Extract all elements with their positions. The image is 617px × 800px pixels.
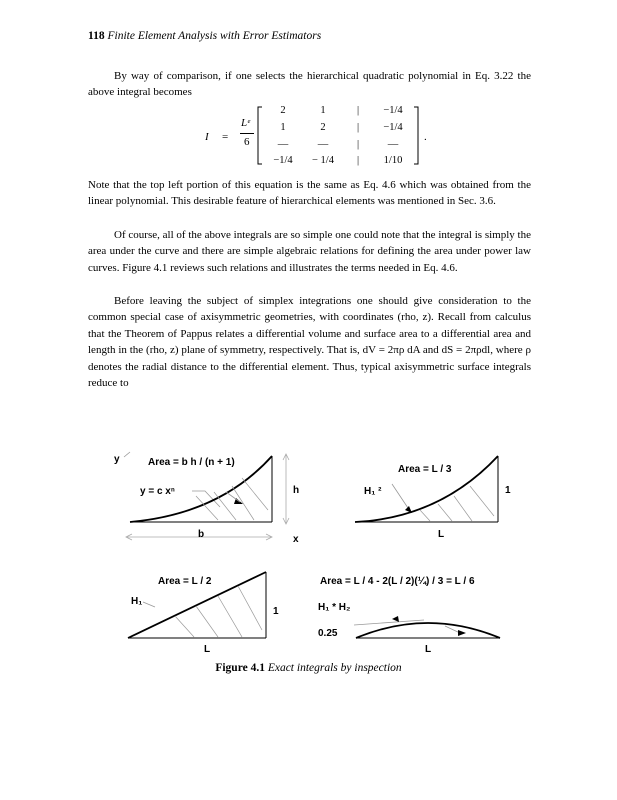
matrix-cell: — [277,139,289,150]
h1-squared-label: H₁ ² [364,486,382,497]
y-axis-label: y [114,454,120,465]
panel1-area-label: Area = b h / (n + 1) [148,457,235,468]
h-label: h [293,485,300,496]
panel2-side-label: 1 [505,485,511,496]
figure-4-1 [0,440,617,655]
caption-text: Exact integrals by inspection [267,662,402,674]
caption-label: Figure 4.1 [215,662,265,674]
panel-quadratic [355,456,511,540]
arrow-head [458,630,466,636]
matrix-cell: 2 [280,105,286,116]
panel3-side-label: 1 [273,606,279,617]
matrix-cell: | [356,139,360,150]
matrix-cell: | [356,155,360,166]
figure-caption [0,662,617,674]
panel3-l-label: L [204,644,211,655]
fraction-bar [240,133,254,134]
panel-power-law [114,452,299,545]
book-title: Finite Element Analysis with Error Estimators [107,30,322,42]
paragraph-3: Of course, all of the above integrals are so simple one could note that the integral is simply the area under the curve and there are simple algebraic relations for defining the area under power law curves. Figure 4.1 reviews such relations and illustrates the terms needed in Eq. 4.6. [88,229,531,274]
curve-equation-label: y = c xⁿ [140,486,175,497]
running-header [88,30,321,42]
peak-value-label: 0.25 [318,628,338,639]
eq-lhs: I [205,131,209,143]
arrow-head [405,506,412,513]
matrix-cell: — [317,139,329,150]
matrix-cell: −1/4 [273,155,293,166]
paragraph-4: Before leaving the subject of simplex integrations one should give consideration to the common special case of axisymmetric geometries, with coordinates (rho, z). Recall from calculus that the Theorem of Pappus relates a differential volume and surface area to a differential area and length in the (rho, z) plane of symmetry, respectively. That is, dV = 2πρ dA and dS = 2πρdl, where ρ denotes the radial distance to the differential element. Thus, typical axisymmetric surface integrals reduce to [88,295,531,390]
panel4-l-label: L [425,644,432,655]
matrix-cell: 1 [280,122,286,133]
panel3-area-label: Area = L / 2 [158,576,212,587]
paragraph-1: By way of comparison, if one selects the hierarchical quadratic polynomial in Eq. 3.22 the above integral becomes [88,70,531,99]
panel-product [318,576,500,655]
product-curve [356,623,500,638]
paragraph-2: Note that the top left portion of this equation is the same as Eq. 4.6 which was obtained from the linear polynomial. This desirable feature of hierarchical elements was mentioned in Sec. 3.6. [88,179,531,208]
matrix-cell: | [356,105,360,116]
matrix-cell: − 1/4 [312,155,334,166]
eq-numerator: Lᵉ [241,117,251,129]
panel2-area-label: Area = L / 3 [398,464,452,475]
matrix-cell: −1/4 [383,122,403,133]
matrix-cell: 1 [320,105,326,116]
matrix-cell: 1/10 [383,155,403,166]
page-number: 118 [88,30,105,42]
matrix-cell: −1/4 [383,105,403,116]
eq-denominator: 6 [244,136,250,148]
panel-linear [128,572,279,655]
matrix-cell: — [387,139,399,150]
panel2-l-label: L [438,529,445,540]
matrix-cell: | [356,122,360,133]
h1-h2-label: H₁ * H₂ [318,602,351,613]
eq-equals: = [222,131,229,143]
eq-trailing: . [424,131,427,143]
x-axis-label: x [293,534,299,545]
panel4-area-label: Area = L / 4 - 2(L / 2)(¼) / 3 = L / 6 [320,576,475,587]
arrow-head [392,616,399,622]
b-label: b [198,529,205,540]
h1-label: H₁ [131,596,143,607]
matrix-cell: 2 [320,122,326,133]
